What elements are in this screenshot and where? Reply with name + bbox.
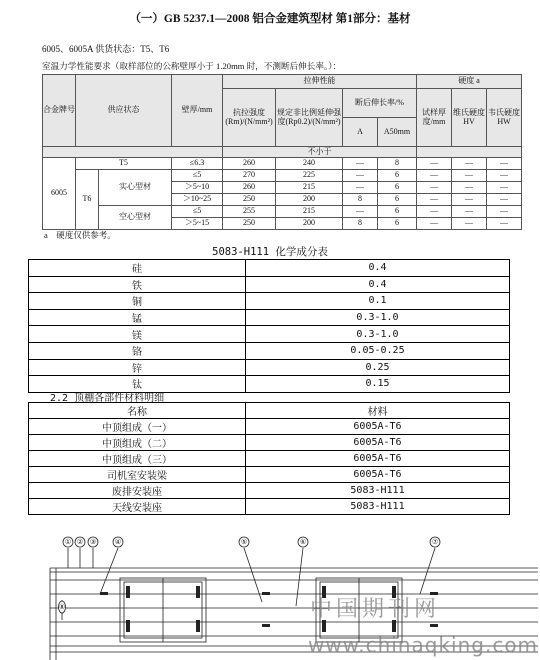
balloon-1: ① [64, 538, 72, 546]
balloon-6: ⑥ [299, 538, 307, 546]
mechanical-properties-table [42, 74, 522, 230]
table-row: 铁 0.4 [29, 276, 510, 293]
watermark-url: www.chinaqking.com [308, 633, 539, 657]
cell-hollow: 空心型材 [99, 206, 172, 230]
table-row: 中顶组成（一） 6005A-T6 [29, 419, 510, 435]
header-vickers: 维氏硬度HV [452, 89, 487, 147]
table-row: 中顶组成（三） 6005A-T6 [29, 451, 510, 467]
header-elong-a50: A50mm [378, 118, 417, 147]
table-row: 锰 0.3-1.0 [29, 309, 510, 326]
balloon-7: ⑦ [431, 538, 439, 546]
table-row: ＞5~15 250 200 8 6 — — — [43, 218, 522, 230]
table-row: 中顶组成（二） 6005A-T6 [29, 435, 510, 451]
balloon-5: ⑤ [240, 538, 248, 546]
header-yield-strength: 规定非比例延伸强度(Rp0.2)/(N/mm²) [276, 89, 343, 147]
balloon-3: ③ [89, 538, 97, 546]
standard-title: （一）GB 5237.1—2008 铝合金建筑型材 第1部分：基材 [129, 13, 411, 25]
watermark-text: 中国期刊网 [310, 597, 441, 622]
supply-state-text: 6005、6005A 供货状态：T5、T6 [42, 44, 170, 54]
hardness-footnote: a 硬度仅供参考。 [44, 230, 116, 240]
header-tensile-group: 拉伸性能 [223, 75, 417, 89]
header-hardness-group: 硬度 a [417, 75, 522, 89]
chemistry-table [28, 259, 510, 393]
cell-t6: T6 [76, 170, 99, 230]
table-row: 司机室安装梁 6005A-T6 [29, 467, 510, 483]
header-name: 名称 [29, 403, 246, 419]
table-row: ＞5~10 260 215 — 6 — — — [43, 182, 522, 194]
header-state: 供应状态 [76, 75, 172, 147]
table-row: 钛 0.15 [29, 376, 510, 393]
chemistry-table-title: 5083-H111 化学成分表 [212, 246, 328, 258]
header-sample-thickness: 试样厚度/mm [417, 89, 452, 147]
balloon-2: ② [76, 538, 84, 546]
header-material: 材料 [246, 403, 510, 419]
header-tensile-strength: 抗拉强度(Rm)/(N/mm²) [223, 89, 276, 147]
balloon-side: ⑧ [58, 603, 66, 611]
table-row: 废排安装座 5083-H111 [29, 483, 510, 499]
table-row: 铜 0.1 [29, 293, 510, 310]
parts-section-title: 2.2 顶棚各部件材料明细 [50, 393, 165, 404]
table-row: ＞10~25 250 200 8 6 — — — [43, 194, 522, 206]
table-row: 硅 0.4 [29, 260, 510, 277]
header-elongation: 断后伸长率/% [343, 89, 417, 118]
header-wall: 壁厚/mm [172, 75, 223, 147]
header-webster: 韦氏硬度HW [487, 89, 522, 147]
table-row: 镁 0.3-1.0 [29, 326, 510, 343]
parts-table [28, 402, 510, 515]
table-row: 6005 T5 ≤6.3 260 240 — 8 — — — [43, 158, 522, 170]
table-row: 天线安装座 5083-H111 [29, 499, 510, 515]
header-elong-a: A [343, 118, 378, 147]
header-min-note: 不小于 [223, 147, 417, 158]
balloon-4: ④ [114, 538, 122, 546]
standard-excerpt-image [0, 0, 540, 240]
table-header-row [29, 403, 510, 419]
cell-solid: 实心型材 [99, 170, 172, 206]
requirement-text: 室温力学性能要求（取样部位的公称壁厚小于 1.20mm 时，不测断后伸长率。）： [42, 61, 342, 71]
table-row: 铬 0.05-0.25 [29, 342, 510, 359]
table-row: 锌 0.25 [29, 359, 510, 376]
header-alloy: 合金牌号 [43, 75, 76, 147]
table-row: 空心型材 ≤5 255 215 — 6 — — — [43, 206, 522, 218]
table-row: T6 实心型材 ≤5 270 225 — 6 — — — [43, 170, 522, 182]
cell-alloy: 6005 [43, 158, 76, 230]
